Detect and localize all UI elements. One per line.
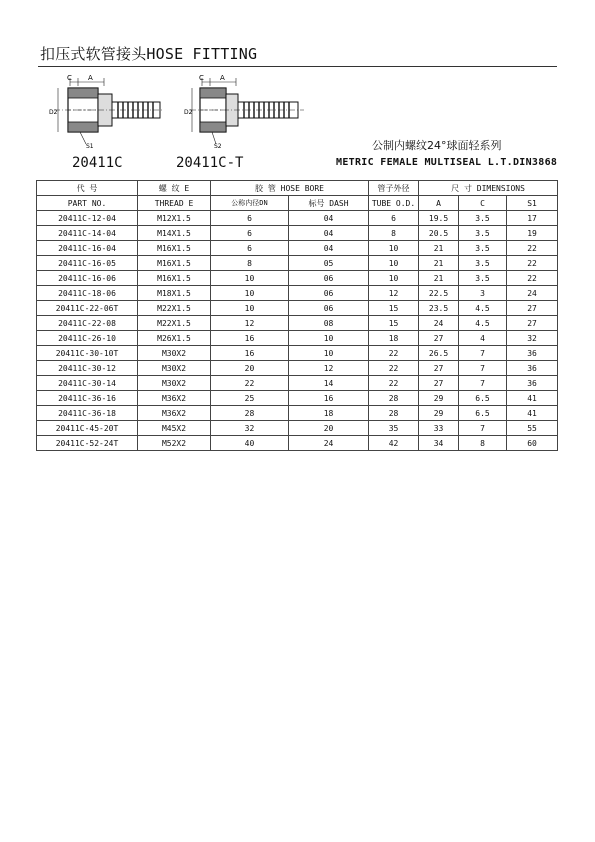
thread-cell: M18X1.5 bbox=[138, 286, 211, 301]
dim-a-cell: 34 bbox=[419, 436, 459, 451]
dim-a-cell: 20.5 bbox=[419, 226, 459, 241]
dash-cell: 10 bbox=[289, 331, 369, 346]
dn-cell: 6 bbox=[211, 211, 289, 226]
tube-od-cell: 15 bbox=[369, 301, 419, 316]
dash-cell: 12 bbox=[289, 361, 369, 376]
dim-c-cell: 3.5 bbox=[459, 226, 507, 241]
dim-s-label: S1 bbox=[86, 143, 94, 150]
dn-cell: 28 bbox=[211, 406, 289, 421]
fitting-drawing-right bbox=[184, 72, 309, 150]
thread-cell: M30X2 bbox=[138, 361, 211, 376]
tube-od-cell: 8 bbox=[369, 226, 419, 241]
thread-cell: M36X2 bbox=[138, 406, 211, 421]
col-header-dn: 公称内径DN bbox=[211, 196, 289, 211]
dn-cell: 40 bbox=[211, 436, 289, 451]
dn-cell: 25 bbox=[211, 391, 289, 406]
thread-cell: M30X2 bbox=[138, 346, 211, 361]
table-row bbox=[37, 226, 558, 241]
tube-od-cell: 10 bbox=[369, 271, 419, 286]
part-no-cell: 20411C-52-24T bbox=[37, 436, 138, 451]
dn-cell: 22 bbox=[211, 376, 289, 391]
tube-od-cell: 22 bbox=[369, 376, 419, 391]
dash-cell: 04 bbox=[289, 226, 369, 241]
dim-a-cell: 22.5 bbox=[419, 286, 459, 301]
part-no-cell: 20411C-45-20T bbox=[37, 421, 138, 436]
dash-cell: 06 bbox=[289, 286, 369, 301]
col-header-part-cn: 代 号 bbox=[37, 181, 138, 196]
dim-c-cell: 7 bbox=[459, 421, 507, 436]
part-no-cell: 20411C-22-08 bbox=[37, 316, 138, 331]
table-row bbox=[37, 316, 558, 331]
table-row bbox=[37, 301, 558, 316]
table-row bbox=[37, 361, 558, 376]
dn-cell: 12 bbox=[211, 316, 289, 331]
col-header-part: PART NO. bbox=[37, 196, 138, 211]
dash-cell: 05 bbox=[289, 256, 369, 271]
thread-cell: M14X1.5 bbox=[138, 226, 211, 241]
col-header-thread-cn: 螺 纹 E bbox=[138, 181, 211, 196]
dash-cell: 16 bbox=[289, 391, 369, 406]
table-row bbox=[37, 256, 558, 271]
fitting-drawing-left bbox=[44, 72, 169, 150]
series-title-cn: 公制内螺纹24°球面轻系列 bbox=[372, 139, 502, 152]
thread-cell: M22X1.5 bbox=[138, 301, 211, 316]
part-no-cell: 20411C-26-10 bbox=[37, 331, 138, 346]
dim-s1-cell: 19 bbox=[507, 226, 558, 241]
dash-cell: 06 bbox=[289, 271, 369, 286]
part-no-cell: 20411C-16-05 bbox=[37, 256, 138, 271]
tube-od-cell: 10 bbox=[369, 241, 419, 256]
col-header-hose-cn: 胶 管 HOSE BORE bbox=[211, 181, 369, 196]
dn-cell: 6 bbox=[211, 226, 289, 241]
dash-cell: 04 bbox=[289, 241, 369, 256]
part-no-cell: 20411C-30-12 bbox=[37, 361, 138, 376]
part-no-cell: 20411C-12-04 bbox=[37, 211, 138, 226]
thread-cell: M45X2 bbox=[138, 421, 211, 436]
table-row bbox=[37, 286, 558, 301]
title-divider bbox=[38, 66, 557, 67]
tube-od-cell: 42 bbox=[369, 436, 419, 451]
dim-s-label: S2 bbox=[214, 143, 222, 150]
dim-a-cell: 19.5 bbox=[419, 211, 459, 226]
thread-cell: M12X1.5 bbox=[138, 211, 211, 226]
dim-c-cell: 6.5 bbox=[459, 391, 507, 406]
dim-a-cell: 27 bbox=[419, 331, 459, 346]
col-header-s1: S1 bbox=[507, 196, 558, 211]
dim-a-cell: 21 bbox=[419, 256, 459, 271]
dash-cell: 14 bbox=[289, 376, 369, 391]
dim-c-label: C bbox=[199, 74, 204, 82]
thread-cell: M36X2 bbox=[138, 391, 211, 406]
dim-s1-cell: 36 bbox=[507, 361, 558, 376]
dash-cell: 10 bbox=[289, 346, 369, 361]
dash-cell: 18 bbox=[289, 406, 369, 421]
tube-od-cell: 28 bbox=[369, 391, 419, 406]
table-row bbox=[37, 406, 558, 421]
part-no-cell: 20411C-30-14 bbox=[37, 376, 138, 391]
table-row bbox=[37, 376, 558, 391]
dim-s1-cell: 36 bbox=[507, 376, 558, 391]
dim-a-cell: 29 bbox=[419, 391, 459, 406]
col-header-dash: 标号 DASH bbox=[289, 196, 369, 211]
dim-a-cell: 26.5 bbox=[419, 346, 459, 361]
thread-cell: M16X1.5 bbox=[138, 271, 211, 286]
dn-cell: 16 bbox=[211, 346, 289, 361]
dim-c-cell: 6.5 bbox=[459, 406, 507, 421]
dim-s1-cell: 27 bbox=[507, 301, 558, 316]
table-row bbox=[37, 346, 558, 361]
part-no-cell: 20411C-18-06 bbox=[37, 286, 138, 301]
dim-d-label: D2 bbox=[49, 109, 58, 116]
part-no-cell: 20411C-30-10T bbox=[37, 346, 138, 361]
dim-s1-cell: 41 bbox=[507, 406, 558, 421]
thread-cell: M16X1.5 bbox=[138, 241, 211, 256]
dn-cell: 16 bbox=[211, 331, 289, 346]
dim-a-cell: 21 bbox=[419, 271, 459, 286]
thread-cell: M16X1.5 bbox=[138, 256, 211, 271]
dash-cell: 24 bbox=[289, 436, 369, 451]
dim-s1-cell: 24 bbox=[507, 286, 558, 301]
dn-cell: 20 bbox=[211, 361, 289, 376]
dim-c-cell: 3.5 bbox=[459, 241, 507, 256]
dim-c-label: C bbox=[67, 74, 72, 82]
page-title: 扣压式软管接头HOSE FITTING bbox=[40, 45, 258, 63]
dn-cell: 8 bbox=[211, 256, 289, 271]
tube-od-cell: 12 bbox=[369, 286, 419, 301]
dim-s1-cell: 41 bbox=[507, 391, 558, 406]
dim-a-cell: 33 bbox=[419, 421, 459, 436]
table-row bbox=[37, 331, 558, 346]
dim-s1-cell: 22 bbox=[507, 241, 558, 256]
dim-c-cell: 3.5 bbox=[459, 211, 507, 226]
specifications-table bbox=[36, 180, 558, 451]
thread-cell: M52X2 bbox=[138, 436, 211, 451]
dim-s1-cell: 36 bbox=[507, 346, 558, 361]
model-label-left: 20411C bbox=[72, 155, 123, 171]
tube-od-cell: 15 bbox=[369, 316, 419, 331]
model-label-right: 20411C-T bbox=[176, 155, 244, 171]
part-no-cell: 20411C-16-06 bbox=[37, 271, 138, 286]
dim-c-cell: 7 bbox=[459, 346, 507, 361]
dim-a-cell: 24 bbox=[419, 316, 459, 331]
dash-cell: 20 bbox=[289, 421, 369, 436]
thread-cell: M22X1.5 bbox=[138, 316, 211, 331]
table-row bbox=[37, 271, 558, 286]
col-header-a: A bbox=[419, 196, 459, 211]
dn-cell: 10 bbox=[211, 286, 289, 301]
part-no-cell: 20411C-14-04 bbox=[37, 226, 138, 241]
table-row bbox=[37, 211, 558, 226]
dash-cell: 06 bbox=[289, 301, 369, 316]
table-row bbox=[37, 241, 558, 256]
col-header-thread: THREAD E bbox=[138, 196, 211, 211]
dim-a-cell: 29 bbox=[419, 406, 459, 421]
table-row bbox=[37, 391, 558, 406]
dim-c-cell: 3.5 bbox=[459, 256, 507, 271]
dim-s1-cell: 27 bbox=[507, 316, 558, 331]
dim-c-cell: 7 bbox=[459, 361, 507, 376]
col-header-tube-cn: 管子外径 bbox=[369, 181, 419, 196]
thread-cell: M30X2 bbox=[138, 376, 211, 391]
dim-s1-cell: 17 bbox=[507, 211, 558, 226]
dim-d-label: D2 bbox=[184, 109, 193, 116]
dim-c-cell: 4 bbox=[459, 331, 507, 346]
dim-s1-cell: 22 bbox=[507, 271, 558, 286]
col-header-tube: TUBE O.D. bbox=[369, 196, 419, 211]
tube-od-cell: 6 bbox=[369, 211, 419, 226]
series-title-en: METRIC FEMALE MULTISEAL L.T.DIN3868 bbox=[336, 157, 558, 168]
table-header-en bbox=[37, 196, 558, 211]
dash-cell: 04 bbox=[289, 211, 369, 226]
dim-c-cell: 3.5 bbox=[459, 271, 507, 286]
table-row bbox=[37, 436, 558, 451]
tube-od-cell: 28 bbox=[369, 406, 419, 421]
dash-cell: 08 bbox=[289, 316, 369, 331]
dn-cell: 10 bbox=[211, 301, 289, 316]
dim-c-cell: 8 bbox=[459, 436, 507, 451]
col-header-c: C bbox=[459, 196, 507, 211]
dim-a-cell: 27 bbox=[419, 361, 459, 376]
tube-od-cell: 10 bbox=[369, 256, 419, 271]
dim-a-label: A bbox=[88, 74, 93, 82]
dim-a-cell: 23.5 bbox=[419, 301, 459, 316]
table-header-cn bbox=[37, 181, 558, 196]
part-no-cell: 20411C-36-16 bbox=[37, 391, 138, 406]
tube-od-cell: 35 bbox=[369, 421, 419, 436]
table-row bbox=[37, 421, 558, 436]
dim-s1-cell: 60 bbox=[507, 436, 558, 451]
dim-c-cell: 3 bbox=[459, 286, 507, 301]
part-no-cell: 20411C-16-04 bbox=[37, 241, 138, 256]
dim-a-label: A bbox=[220, 74, 225, 82]
dim-s1-cell: 32 bbox=[507, 331, 558, 346]
col-header-dims-cn: 尺 寸 DIMENSIONS bbox=[419, 181, 558, 196]
dim-c-cell: 4.5 bbox=[459, 301, 507, 316]
tube-od-cell: 18 bbox=[369, 331, 419, 346]
dn-cell: 32 bbox=[211, 421, 289, 436]
tube-od-cell: 22 bbox=[369, 361, 419, 376]
dim-a-cell: 27 bbox=[419, 376, 459, 391]
dim-s1-cell: 22 bbox=[507, 256, 558, 271]
part-no-cell: 20411C-22-06T bbox=[37, 301, 138, 316]
dim-s1-cell: 55 bbox=[507, 421, 558, 436]
dn-cell: 10 bbox=[211, 271, 289, 286]
tube-od-cell: 22 bbox=[369, 346, 419, 361]
dim-a-cell: 21 bbox=[419, 241, 459, 256]
part-no-cell: 20411C-36-18 bbox=[37, 406, 138, 421]
dn-cell: 6 bbox=[211, 241, 289, 256]
thread-cell: M26X1.5 bbox=[138, 331, 211, 346]
dim-c-cell: 4.5 bbox=[459, 316, 507, 331]
dim-c-cell: 7 bbox=[459, 376, 507, 391]
